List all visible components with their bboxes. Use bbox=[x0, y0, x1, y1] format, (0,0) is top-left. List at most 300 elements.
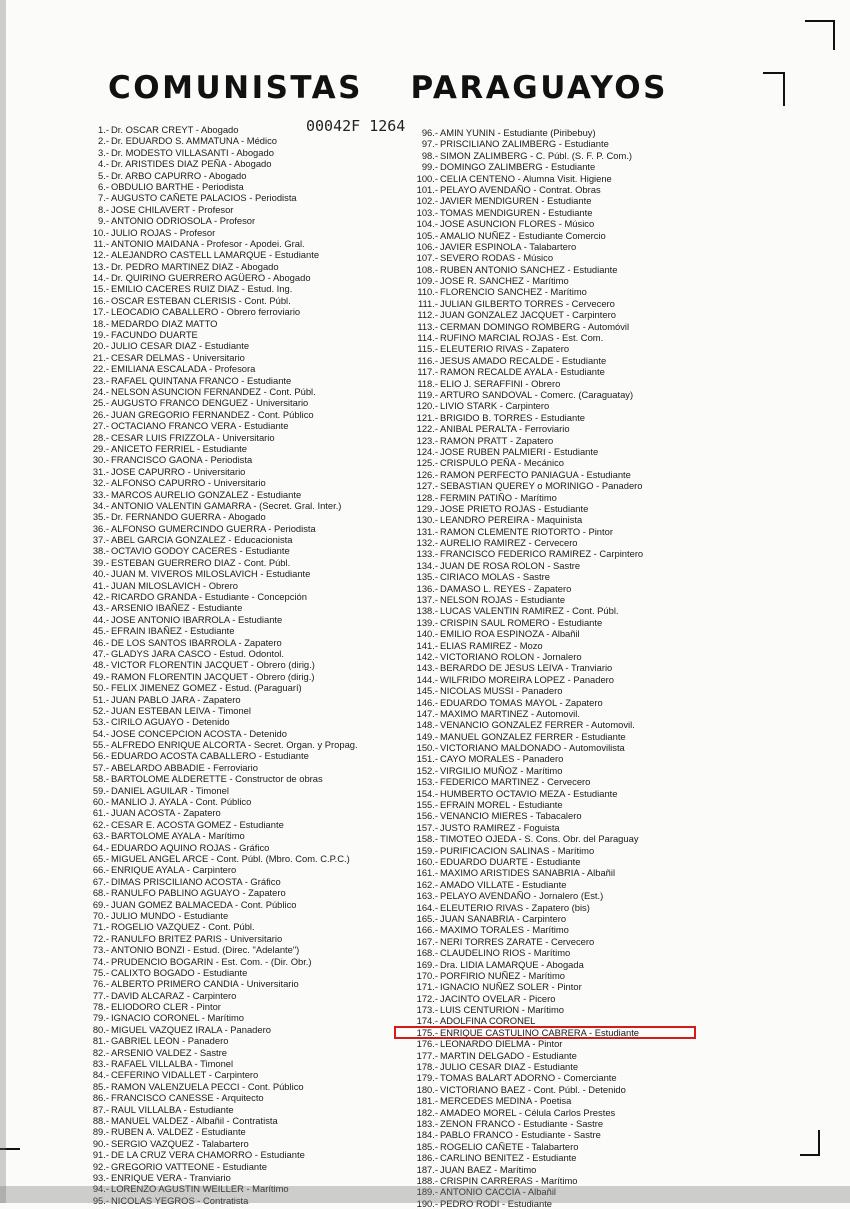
item-number: 60.- bbox=[92, 796, 109, 808]
item-number: 160.- bbox=[416, 856, 438, 867]
list-item bbox=[395, 264, 695, 275]
item-text: RAMON PRATT - Zapatero bbox=[440, 434, 554, 446]
list-item bbox=[395, 218, 695, 229]
item-text: ANTONIO MAIDANA - Profesor - Apodei. Gral. bbox=[111, 237, 305, 249]
item-number: 5.- bbox=[98, 169, 109, 181]
item-number: 31.- bbox=[92, 465, 109, 477]
list-item bbox=[395, 423, 695, 434]
item-number: 169.- bbox=[416, 958, 438, 970]
item-number: 127.- bbox=[416, 480, 438, 492]
list-item bbox=[395, 845, 695, 856]
item-text: VICTORIANO ROLON - Jornalero bbox=[440, 650, 582, 662]
list-item bbox=[72, 648, 402, 659]
item-text: AMIN YUNIN - Estudiante (Piribebuy) bbox=[440, 127, 596, 138]
list-item bbox=[395, 286, 695, 297]
list-item bbox=[395, 503, 695, 514]
item-text: JUAN SANABRIA - Carpintero bbox=[440, 912, 567, 924]
item-number: 79.- bbox=[92, 1012, 109, 1024]
list-item bbox=[72, 1024, 402, 1035]
item-number: 183.- bbox=[416, 1117, 438, 1129]
item-number: 42.- bbox=[92, 591, 109, 603]
item-text: JOSE CAPURRO - Universitario bbox=[111, 465, 246, 477]
item-text: LUIS CENTURION - Marítimo bbox=[440, 1004, 564, 1016]
list-item bbox=[395, 970, 695, 981]
item-number: 172.- bbox=[416, 992, 438, 1004]
item-number: 58.- bbox=[92, 773, 109, 785]
item-text: AMALIO NUÑEZ - Estudiante Comercio bbox=[440, 229, 606, 241]
list-item bbox=[72, 1126, 402, 1137]
list-item bbox=[72, 534, 402, 545]
list-item bbox=[72, 910, 402, 921]
item-text: GREGORIO VATTEONE - Estudiante bbox=[111, 1160, 267, 1172]
item-text: ROGELIO CAÑETE - Talabartero bbox=[440, 1140, 579, 1152]
item-number: 3.- bbox=[98, 146, 109, 158]
item-number: 95.- bbox=[92, 1194, 109, 1206]
item-number: 110.- bbox=[417, 286, 438, 298]
item-text: BRIGIDO B. TORRES - Estudiante bbox=[440, 411, 586, 423]
item-text: OCTACIANO FRANCO VERA - Estudiante bbox=[111, 420, 289, 432]
item-number: 50.- bbox=[92, 682, 109, 694]
item-number: 92.- bbox=[92, 1160, 109, 1172]
list-item bbox=[72, 386, 402, 397]
item-text: CRISPIN CARRERAS - Marítimo bbox=[440, 1174, 578, 1186]
item-number: 69.- bbox=[92, 898, 109, 910]
item-number: 73.- bbox=[92, 944, 109, 956]
list-item bbox=[72, 295, 402, 306]
item-number: 2.- bbox=[98, 135, 109, 147]
list-item bbox=[395, 594, 695, 605]
item-number: 166.- bbox=[416, 924, 438, 936]
item-text: ZENON FRANCO - Estudiante - Sastre bbox=[440, 1117, 604, 1129]
item-text: MIGUEL ANGEL ARCE - Cont. Públ. (Mbro. Com. C.P.C.) bbox=[111, 853, 350, 864]
list-item bbox=[72, 409, 402, 420]
item-text: LORENZO AGUSTIN WEILLER - Marítimo bbox=[111, 1183, 289, 1195]
item-text: JESUS AMADO RECALDE - Estudiante bbox=[440, 354, 607, 366]
list-item bbox=[72, 306, 402, 317]
item-number: 71.- bbox=[92, 921, 109, 933]
item-text: MANLIO J. AYALA - Cont. Público bbox=[111, 796, 252, 808]
item-number: 164.- bbox=[416, 901, 438, 913]
item-text: AURELIO RAMIREZ - Cervecero bbox=[440, 537, 578, 549]
item-text: PABLO FRANCO - Estudiante - Sastre bbox=[440, 1129, 601, 1141]
item-text: RICARDO GRANDA - Estudiante - Concepción bbox=[111, 591, 307, 603]
item-number: 181.- bbox=[416, 1095, 438, 1107]
item-number: 87.- bbox=[92, 1103, 109, 1115]
item-number: 66.- bbox=[92, 864, 109, 876]
item-number: 153.- bbox=[416, 776, 438, 788]
list-item bbox=[72, 1161, 402, 1172]
bracket-mark-right-upper bbox=[763, 72, 785, 74]
item-number: 22.- bbox=[92, 363, 109, 375]
archive-stamp-number: 00042F 1264 bbox=[306, 117, 406, 135]
list-item bbox=[395, 1175, 695, 1186]
list-item bbox=[395, 150, 695, 161]
list-item bbox=[395, 537, 695, 548]
item-number: 44.- bbox=[92, 613, 109, 625]
item-number: 33.- bbox=[92, 488, 109, 500]
item-number: 112.- bbox=[417, 309, 438, 321]
item-number: 53.- bbox=[92, 716, 109, 728]
item-number: 62.- bbox=[92, 818, 109, 830]
list-item bbox=[395, 412, 695, 423]
item-number: 133.- bbox=[416, 548, 438, 560]
list-item bbox=[395, 947, 695, 958]
item-text: CEFERINO VIDALLET - Carpintero bbox=[111, 1069, 259, 1081]
item-number: 26.- bbox=[92, 408, 109, 420]
item-number: 37.- bbox=[92, 534, 109, 546]
item-number: 63.- bbox=[92, 830, 109, 842]
item-number: 6.- bbox=[98, 180, 109, 192]
item-number: 88.- bbox=[92, 1114, 109, 1126]
item-text: JUAN ACOSTA - Zapatero bbox=[111, 807, 221, 819]
item-text: TIMOTEO OJEDA - S. Cons. Obr. del Paraguay bbox=[440, 833, 639, 845]
item-number: 68.- bbox=[92, 887, 109, 899]
item-number: 72.- bbox=[92, 932, 109, 944]
item-number: 35.- bbox=[92, 511, 109, 523]
list-item bbox=[72, 420, 402, 431]
item-text: CESAR LUIS FRIZZOLA - Universitario bbox=[111, 431, 275, 443]
item-number: 9.- bbox=[98, 215, 109, 227]
item-text: RAMON PERFECTO PANIAGUA - Estudiante bbox=[440, 468, 631, 480]
item-text: VICTORIANO MALDONADO - Automovilista bbox=[440, 742, 625, 754]
item-text: NELSON ASUNCION FERNANDEZ - Cont. Públ. bbox=[111, 385, 316, 397]
item-text: RAMON FLORENTIN JACQUET - Obrero (dirig.) bbox=[111, 670, 315, 682]
list-item bbox=[72, 329, 402, 340]
item-text: RAMON VALENZUELA PECCI - Cont. Público bbox=[111, 1080, 304, 1092]
list-item bbox=[72, 853, 402, 864]
item-text: FRANCISCO CANESSE - Arquitecto bbox=[111, 1092, 264, 1104]
item-text: LEANDRO PEREIRA - Maquinista bbox=[440, 514, 583, 526]
item-number: 78.- bbox=[92, 1001, 109, 1013]
item-text: IGNACIO CORONEL - Marítimo bbox=[111, 1012, 244, 1024]
list-item bbox=[72, 990, 402, 1001]
list-item bbox=[72, 1058, 402, 1069]
item-text: JOSE RUBEN PALMIERI - Estudiante bbox=[440, 445, 599, 457]
item-number: 135.- bbox=[416, 571, 438, 583]
item-number: 65.- bbox=[92, 853, 109, 864]
list-item bbox=[72, 716, 402, 727]
item-text: AMADO VILLATE - Estudiante bbox=[440, 878, 567, 890]
item-number: 13.- bbox=[92, 260, 109, 272]
scan-noise-left-edge bbox=[0, 0, 6, 1203]
item-number: 74.- bbox=[92, 955, 109, 967]
item-text: ALBERTO PRIMERO CANDIA - Universitario bbox=[111, 978, 299, 990]
item-text: JULIO ROJAS - Profesor bbox=[111, 226, 216, 238]
item-number: 84.- bbox=[92, 1069, 109, 1081]
bracket-mark-right-lower-horizontal bbox=[800, 1154, 820, 1156]
item-text: VENANCIO MIERES - Tabacalero bbox=[440, 810, 582, 822]
item-text: JAVIER ESPINOLA - Talabartero bbox=[440, 240, 577, 252]
item-number: 120.- bbox=[416, 400, 438, 412]
list-item bbox=[395, 560, 695, 571]
item-text: ANTONIO CACCIA - Albañil bbox=[440, 1186, 557, 1198]
item-text: NICOLAS YEGROS - Contratista bbox=[111, 1194, 249, 1206]
list-item bbox=[395, 1141, 695, 1152]
item-text: VIRGILIO MUÑOZ - Marítimo bbox=[440, 764, 563, 776]
item-number: 28.- bbox=[92, 431, 109, 443]
item-number: 86.- bbox=[92, 1092, 109, 1104]
item-number: 179.- bbox=[416, 1072, 438, 1084]
item-text: Dr. EDUARDO S. AMMATUNA - Médico bbox=[111, 135, 277, 147]
list-item bbox=[395, 924, 695, 935]
list-item bbox=[72, 728, 402, 739]
list-item bbox=[72, 375, 402, 386]
item-text: JUAN GONZALEZ JACQUET - Carpintero bbox=[440, 309, 616, 321]
item-text: JULIO MUNDO - Estudiante bbox=[111, 909, 229, 921]
list-item bbox=[395, 765, 695, 776]
item-number: 171.- bbox=[416, 981, 438, 993]
item-number: 190.- bbox=[416, 1197, 438, 1209]
list-item bbox=[72, 830, 402, 841]
item-text: OSCAR ESTEBAN CLERISIS - Cont. Públ. bbox=[111, 294, 291, 306]
item-text: Dr. FERNANDO GUERRA - Abogado bbox=[111, 511, 266, 523]
list-item bbox=[72, 466, 402, 477]
item-number: 132.- bbox=[416, 537, 438, 549]
item-number: 129.- bbox=[416, 502, 438, 514]
item-text: ENRIQUE CASTULINO CABRERA - Estudiante bbox=[440, 1026, 640, 1038]
list-item bbox=[395, 207, 695, 218]
item-number: 18.- bbox=[92, 317, 109, 329]
list-item bbox=[395, 321, 695, 332]
item-text: OCTAVIO GODOY CACERES - Estudiante bbox=[111, 545, 290, 557]
list-item bbox=[72, 580, 402, 591]
item-text: RANULFO BRITEZ PARIS - Universitario bbox=[111, 932, 283, 944]
item-number: 122.- bbox=[416, 423, 438, 435]
item-number: 40.- bbox=[92, 568, 109, 580]
list-item bbox=[72, 261, 402, 272]
item-text: MARTIN DELGADO - Estudiante bbox=[440, 1049, 577, 1061]
item-text: IGNACIO NUÑEZ SOLER - Pintor bbox=[440, 981, 582, 993]
item-number: 38.- bbox=[92, 545, 109, 557]
item-text: RANULFO PABLINO AGUAYO - Zapatero bbox=[111, 887, 286, 899]
item-text: FRANCISCO FEDERICO RAMIREZ - Carpintero bbox=[440, 548, 644, 560]
item-text: MANUEL VALDEZ - Albañil - Contratista bbox=[111, 1114, 278, 1126]
item-number: 182.- bbox=[416, 1106, 438, 1118]
item-text: SEBASTIAN QUEREY o MORINIGO - Panadero bbox=[440, 480, 643, 492]
list-item bbox=[72, 807, 402, 818]
item-text: Dr. QUIRINO GUERRERO AGÜERO - Abogado bbox=[111, 272, 311, 284]
item-text: JOSE CONCEPCION ACOSTA - Detenido bbox=[111, 727, 287, 739]
item-text: EDUARDO TOMAS MAYOL - Zapatero bbox=[440, 696, 603, 708]
item-text: FLORENCIO SANCHEZ - Marítimo bbox=[440, 286, 587, 298]
item-text: EFRAIN IBAÑEZ - Estudiante bbox=[111, 625, 235, 637]
item-number: 138.- bbox=[416, 605, 438, 617]
item-text: PURIFICACION SALINAS - Marítimo bbox=[440, 844, 595, 856]
item-text: ELIO J. SERAFFINI - Obrero bbox=[440, 377, 561, 389]
item-text: ELIAS RAMIREZ - Mozo bbox=[440, 639, 543, 651]
item-number: 94.- bbox=[92, 1183, 109, 1195]
list-item bbox=[395, 810, 695, 821]
list-item bbox=[72, 283, 402, 294]
item-text: EFRAIN MOREL - Estudiante bbox=[440, 799, 563, 811]
item-text: MANUEL GONZALEZ FERRER - Estudiante bbox=[440, 730, 626, 742]
item-number: 23.- bbox=[92, 374, 109, 386]
item-text: DE LOS SANTOS IBARROLA - Zapatero bbox=[111, 636, 282, 648]
item-number: 176.- bbox=[416, 1038, 438, 1050]
item-number: 34.- bbox=[92, 499, 109, 511]
item-number: 154.- bbox=[416, 787, 438, 799]
item-text: VICTOR FLORENTIN JACQUET - Obrero (dirig.) bbox=[111, 659, 315, 671]
item-text: SIMON ZALIMBERG - C. Públ. (S. F. P. Com.) bbox=[440, 149, 633, 161]
item-number: 130.- bbox=[416, 514, 438, 526]
list-item bbox=[395, 867, 695, 878]
item-number: 104.- bbox=[416, 218, 438, 230]
list-item bbox=[395, 651, 695, 662]
list-item bbox=[395, 697, 695, 708]
item-number: 20.- bbox=[92, 340, 109, 352]
item-text: FELIX JIMENEZ GOMEZ - Estud. (Paraguarí) bbox=[111, 682, 302, 694]
list-item bbox=[72, 671, 402, 682]
item-text: ELEUTERIO RIVAS - Zapatero (bis) bbox=[440, 901, 590, 913]
item-number: 36.- bbox=[92, 522, 109, 534]
list-item bbox=[395, 788, 695, 799]
list-item bbox=[72, 1149, 402, 1160]
list-item bbox=[395, 981, 695, 992]
list-item bbox=[395, 332, 695, 343]
item-number: 150.- bbox=[416, 742, 438, 754]
item-text: JUAN M. VIVEROS MILOSLAVICH - Estudiante bbox=[111, 568, 311, 580]
item-number: 184.- bbox=[416, 1129, 438, 1141]
item-text: DANIEL AGUILAR - Timonel bbox=[111, 784, 229, 796]
list-item bbox=[72, 739, 402, 750]
item-text: JUAN PABLO JARA - Zapatero bbox=[111, 693, 241, 705]
list-item bbox=[72, 773, 402, 784]
list-item bbox=[72, 135, 402, 146]
item-number: 64.- bbox=[92, 841, 109, 853]
item-number: 54.- bbox=[92, 727, 109, 739]
item-number: 77.- bbox=[92, 989, 109, 1001]
item-text: ANIBAL PERALTA - Ferroviario bbox=[440, 423, 570, 435]
list-item bbox=[395, 492, 695, 503]
item-number: 24.- bbox=[92, 385, 109, 397]
item-number: 76.- bbox=[92, 978, 109, 990]
item-text: LUCAS VALENTIN RAMIREZ - Cont. Públ. bbox=[440, 605, 619, 617]
list-item bbox=[395, 446, 695, 457]
list-item bbox=[72, 944, 402, 955]
list-item bbox=[395, 184, 695, 195]
item-number: 59.- bbox=[92, 784, 109, 796]
item-text: JACINTO OVELAR - Picero bbox=[440, 992, 556, 1004]
item-text: JUAN MILOSLAVICH - Obrero bbox=[111, 579, 238, 591]
item-number: 175.- bbox=[416, 1026, 438, 1038]
list-item bbox=[395, 1038, 695, 1049]
bracket-mark-right-upper-vertical bbox=[783, 72, 785, 106]
item-number: 114.- bbox=[417, 332, 438, 344]
item-text: RUBEN A. VALDEZ - Estudiante bbox=[111, 1126, 246, 1138]
item-text: DIMAS PRISCILIANO ACOSTA - Gráfico bbox=[111, 875, 281, 887]
list-item bbox=[72, 978, 402, 989]
list-item bbox=[72, 557, 402, 568]
title-word-1: COMUNISTAS bbox=[108, 70, 363, 106]
item-text: JOSE R. SANCHEZ - Marítimo bbox=[440, 275, 569, 287]
item-number: 85.- bbox=[92, 1080, 109, 1092]
item-number: 107.- bbox=[416, 252, 438, 264]
list-item bbox=[72, 227, 402, 238]
item-text: ESTEBAN GUERRERO DIAZ - Cont. Públ. bbox=[111, 556, 291, 568]
item-text: FERMIN PATIÑO - Marítimo bbox=[440, 491, 557, 503]
list-item bbox=[72, 933, 402, 944]
list-item bbox=[395, 753, 695, 764]
item-number: 67.- bbox=[92, 875, 109, 887]
item-text: DAVID ALCARAZ - Carpintero bbox=[111, 989, 237, 1001]
item-text: FRANCISCO GAONA - Periodista bbox=[111, 454, 253, 466]
list-item bbox=[395, 241, 695, 252]
item-text: RAFAEL QUINTANA FRANCO - Estudiante bbox=[111, 374, 292, 386]
list-item bbox=[72, 318, 402, 329]
list-item bbox=[72, 340, 402, 351]
scan-noise-bottom bbox=[0, 1186, 850, 1203]
list-item bbox=[395, 298, 695, 309]
item-text: OBDULIO BARTHE - Periodista bbox=[111, 180, 244, 192]
item-number: 134.- bbox=[416, 559, 438, 571]
item-number: 83.- bbox=[92, 1058, 109, 1070]
item-text: ENRIQUE VERA - Tranviario bbox=[111, 1171, 231, 1183]
item-number: 21.- bbox=[92, 351, 109, 363]
item-number: 143.- bbox=[416, 662, 438, 674]
list-item bbox=[395, 731, 695, 742]
item-text: ARSENIO VALDEZ - Sastre bbox=[111, 1046, 228, 1058]
item-number: 43.- bbox=[92, 602, 109, 614]
item-text: ROGELIO VAZQUEZ - Cont. Públ. bbox=[111, 921, 255, 933]
list-item bbox=[72, 842, 402, 853]
item-number: 101.- bbox=[416, 183, 438, 195]
item-number: 124.- bbox=[416, 445, 438, 457]
item-text: BARTOLOME ALDERETTE - Constructor de obras bbox=[111, 773, 323, 785]
item-text: EDUARDO DUARTE - Estudiante bbox=[440, 856, 581, 867]
list-item bbox=[395, 1095, 695, 1106]
item-number: 178.- bbox=[416, 1061, 438, 1073]
item-number: 126.- bbox=[416, 468, 438, 480]
item-number: 145.- bbox=[416, 685, 438, 697]
list-item bbox=[395, 1004, 695, 1015]
list-item bbox=[395, 776, 695, 787]
item-number: 115.- bbox=[417, 343, 438, 355]
list-item bbox=[72, 443, 402, 454]
item-text: CESAR DELMAS - Universitario bbox=[111, 351, 245, 363]
item-text: JUAN GREGORIO FERNANDEZ - Cont. Público bbox=[111, 408, 314, 420]
item-number: 29.- bbox=[92, 442, 109, 454]
item-text: WILFRIDO MOREIRA LOPEZ - Panadero bbox=[440, 673, 615, 685]
item-number: 8.- bbox=[98, 203, 109, 215]
item-number: 98.- bbox=[421, 149, 438, 161]
item-number: 149.- bbox=[416, 730, 438, 742]
list-item bbox=[395, 230, 695, 241]
item-text: CESAR E. ACOSTA GOMEZ - Estudiante bbox=[111, 818, 284, 830]
list-item bbox=[395, 309, 695, 320]
item-text: Dr. OSCAR CREYT - Abogado bbox=[111, 124, 239, 135]
item-text: CERMAN DOMINGO ROMBERG - Automóvil bbox=[440, 320, 630, 332]
list-item bbox=[395, 355, 695, 366]
list-item bbox=[395, 799, 695, 810]
list-item bbox=[395, 1015, 695, 1026]
item-number: 14.- bbox=[92, 272, 109, 284]
item-text: FACUNDO DUARTE bbox=[111, 329, 198, 341]
item-text: GABRIEL LEON - Panadero bbox=[111, 1035, 229, 1047]
item-number: 11.- bbox=[93, 237, 109, 249]
item-number: 113.- bbox=[417, 320, 438, 332]
item-number: 4.- bbox=[98, 158, 109, 170]
list-item bbox=[395, 674, 695, 685]
list-item bbox=[72, 967, 402, 978]
item-number: 1.- bbox=[98, 124, 109, 135]
list-item bbox=[72, 762, 402, 773]
list-item bbox=[72, 1104, 402, 1115]
item-text: ANICETO FERRIEL - Estudiante bbox=[111, 442, 247, 454]
item-number: 27.- bbox=[92, 420, 109, 432]
item-text: ELIODORO CLER - Pintor bbox=[111, 1001, 221, 1013]
item-text: PELAYO AVENDAÑO - Contrat. Obras bbox=[440, 183, 601, 195]
list-item bbox=[72, 363, 402, 374]
